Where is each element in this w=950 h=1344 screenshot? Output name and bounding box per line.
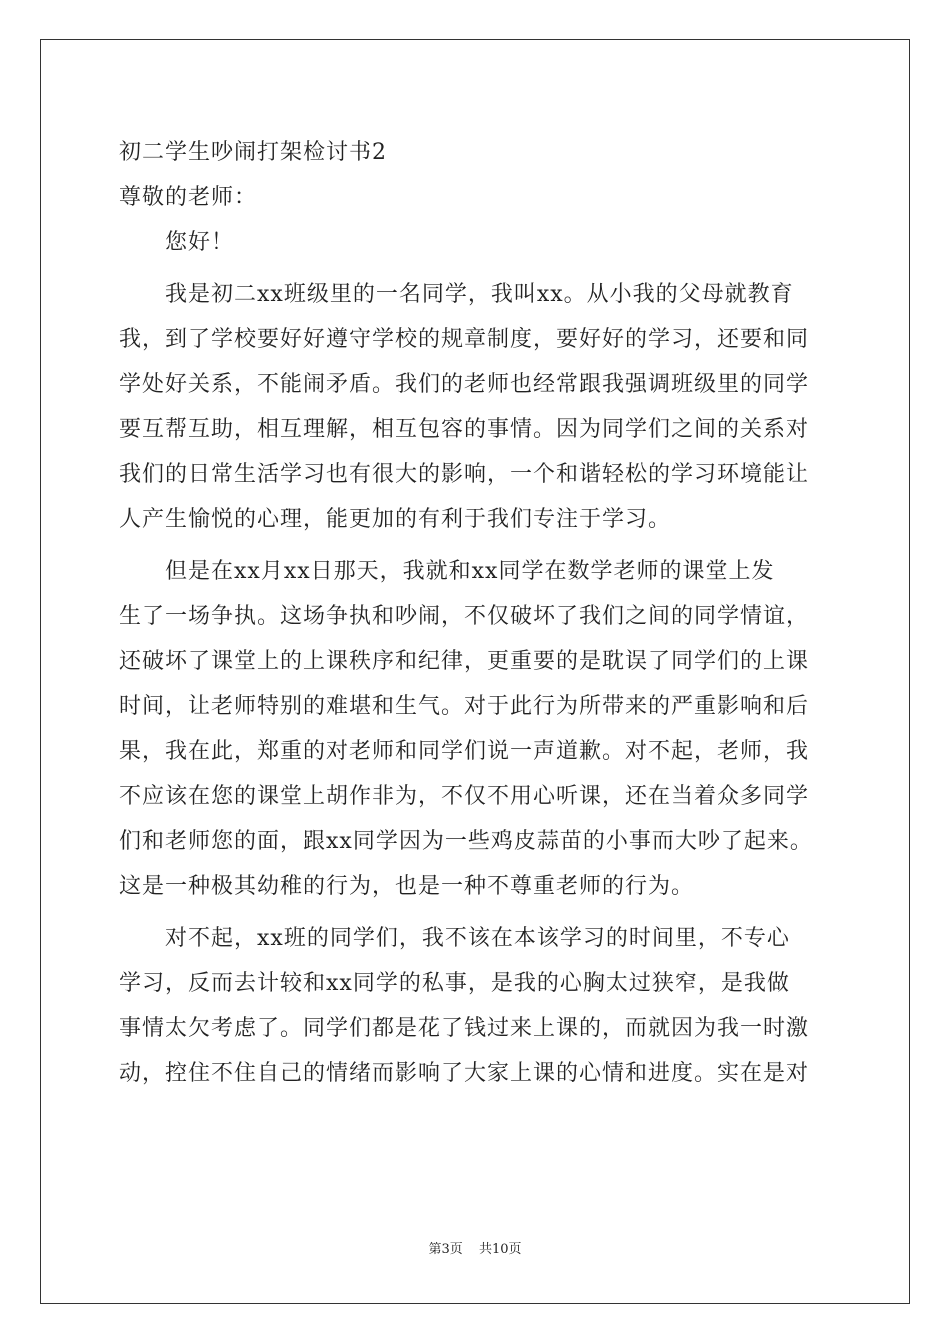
document-title: 初二学生吵闹打架检讨书2: [119, 140, 387, 165]
paragraph-line: 学习，反而去计较和xx同学的私事，是我的心胸太过狭窄，是我做: [119, 971, 790, 996]
paragraph-line: 要互帮互助，相互理解，相互包容的事情。因为同学们之间的关系对: [119, 417, 810, 442]
paragraph-3: [119, 916, 839, 1096]
paragraph-line: 生了一场争执。这场争执和吵闹，不仅破坏了我们之间的同学情谊，: [119, 604, 810, 629]
paragraph-line: 人产生愉悦的心理，能更加的有利于我们专注于学习。: [119, 507, 672, 532]
page-footer: [0, 1238, 950, 1257]
paragraph-line: 不应该在您的课堂上胡作非为，不仅不用心听课，还在当着众多同学: [119, 784, 810, 809]
total-pages: 共10页: [478, 1242, 522, 1257]
paragraph-line: 事情太欠考虑了。同学们都是花了钱过来上课的，而就因为我一时激: [119, 1016, 810, 1041]
document-body: [119, 130, 839, 1096]
paragraph-line: 们和老师您的面，跟xx同学因为一些鸡皮蒜苗的小事而大吵了起来。: [119, 829, 813, 854]
paragraph-1: [119, 272, 839, 542]
page-number: 第3页: [428, 1242, 463, 1257]
paragraph-line: 我们的日常生活学习也有很大的影响，一个和谐轻松的学习环境能让: [119, 462, 810, 487]
paragraph-line: 这是一种极其幼稚的行为，也是一种不尊重老师的行为。: [119, 874, 695, 899]
greeting: 您好！: [165, 230, 235, 255]
paragraph-line: 我是初二xx班级里的一名同学，我叫xx。从小我的父母就教育: [165, 282, 794, 307]
paragraph-line: 果，我在此，郑重的对老师和同学们说一声道歉。对不起，老师，我: [119, 739, 810, 764]
paragraph-line: 我，到了学校要好好遵守学校的规章制度，要好好的学习，还要和同: [119, 327, 810, 352]
paragraph-line: 但是在xx月xx日那天，我就和xx同学在数学老师的课堂上发: [165, 559, 775, 584]
salutation: 尊敬的老师：: [119, 185, 258, 210]
paragraph-line: 还破坏了课堂上的上课秩序和纪律，更重要的是耽误了同学们的上课: [119, 649, 810, 674]
paragraph-line: 对不起，xx班的同学们，我不该在本该学习的时间里，不专心: [165, 926, 790, 951]
paragraph-line: 动，控住不住自己的情绪而影响了大家上课的心情和进度。实在是对: [119, 1061, 810, 1086]
paragraph-line: 时间，让老师特别的难堪和生气。对于此行为所带来的严重影响和后: [119, 694, 810, 719]
paragraph-line: 学处好关系，不能闹矛盾。我们的老师也经常跟我强调班级里的同学: [119, 372, 810, 397]
paragraph-2: [119, 549, 839, 909]
